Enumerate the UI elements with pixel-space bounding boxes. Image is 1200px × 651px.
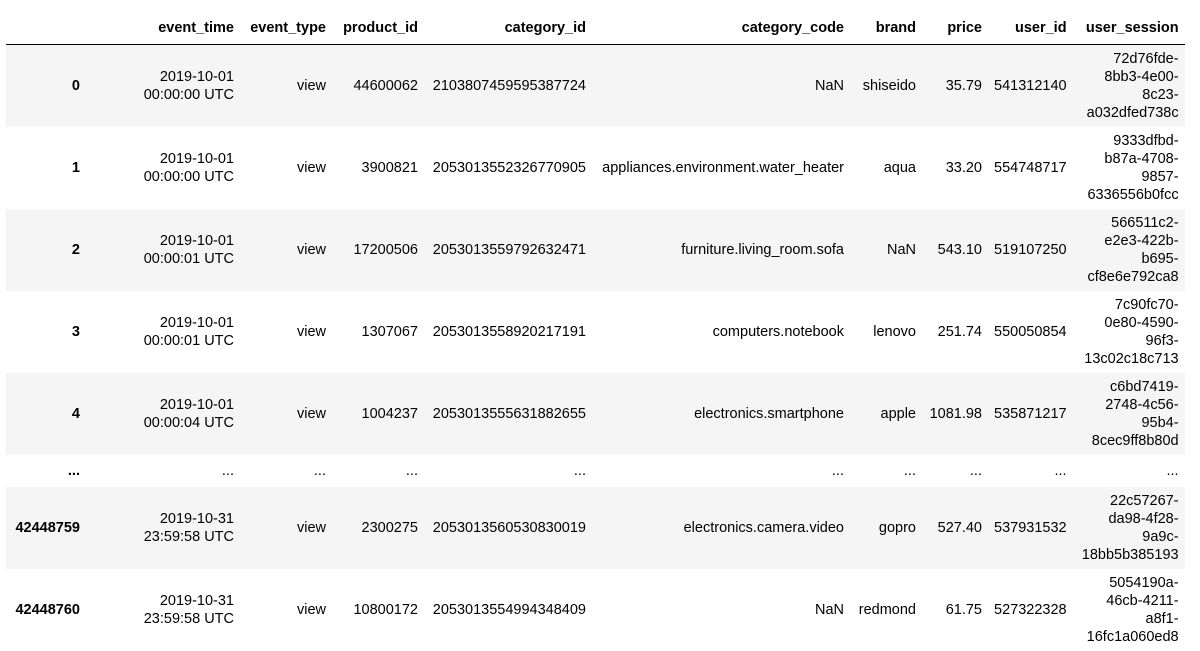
cell-line: 00:00:00 UTC (143, 86, 234, 103)
ellipsis-cell: ... (1054, 462, 1067, 479)
cell-category-id: 2053013558920217191 (432, 323, 586, 340)
cell-user-id: 519107250 (994, 241, 1067, 258)
table-row (6, 569, 1185, 651)
cell-line: b87a-4708- (1104, 150, 1179, 167)
cell-line: da98-4f28- (1108, 510, 1179, 527)
cell-line: 23:59:58 UTC (143, 610, 234, 627)
ellipsis-cell: ... (313, 462, 326, 479)
row-index: 0 (71, 77, 80, 94)
table-row (6, 209, 1185, 291)
cell-price: 251.74 (937, 323, 982, 340)
cell-line: 2019-10-31 (159, 592, 234, 609)
cell-line: 00:00:01 UTC (143, 332, 234, 349)
column-header-event-type: event_type (240, 0, 332, 45)
cell-brand: gopro (878, 519, 916, 536)
cell-line: b695- (1141, 250, 1179, 267)
cell-line: 8bb3-4e00- (1104, 68, 1179, 85)
table-row (6, 373, 1185, 455)
cell-line: 8cec9ff8b80d (1091, 432, 1179, 449)
cell-line: c6bd7419- (1110, 378, 1179, 395)
cell-user-id: 535871217 (994, 405, 1067, 422)
cell-user-id: 554748717 (994, 159, 1067, 176)
cell-price: 1081.98 (929, 405, 982, 422)
cell-category-code: electronics.camera.video (683, 519, 844, 536)
cell-event-time (86, 373, 240, 455)
dataframe-table (6, 0, 1185, 651)
cell-line: 8c23- (1142, 86, 1179, 103)
column-header-price: price (922, 0, 988, 45)
cell-user-session (1073, 569, 1185, 651)
cell-line: 0e80-4590- (1104, 314, 1179, 331)
cell-user-id: 537931532 (994, 519, 1067, 536)
ellipsis-cell: ... (573, 462, 586, 479)
column-header-brand: brand (850, 0, 922, 45)
cell-line: 9857- (1141, 168, 1179, 185)
cell-line: 2019-10-01 (159, 68, 234, 85)
ellipsis-cell: ... (969, 462, 982, 479)
cell-line: e2e3-422b- (1104, 232, 1179, 249)
cell-brand: NaN (886, 241, 916, 258)
cell-line: 6336556b0fcc (1087, 186, 1179, 203)
cell-product-id: 10800172 (353, 601, 418, 618)
cell-line: a8f1- (1145, 610, 1179, 627)
cell-event-time (86, 291, 240, 373)
cell-line: 9333dfbd- (1113, 132, 1179, 149)
cell-line: 2748-4c56- (1105, 396, 1179, 413)
cell-brand: redmond (858, 601, 916, 618)
ellipsis-row (6, 455, 1185, 487)
cell-brand: lenovo (873, 323, 916, 340)
cell-event-type: view (296, 241, 326, 258)
ellipsis-cell: ... (903, 462, 916, 479)
cell-event-type: view (296, 601, 326, 618)
cell-line: 2019-10-01 (159, 396, 234, 413)
ellipsis-index: ... (67, 462, 80, 479)
cell-price: 61.75 (945, 601, 982, 618)
table-header (6, 0, 1185, 45)
cell-user-session (1073, 373, 1185, 455)
table-row (6, 291, 1185, 373)
row-index: 2 (71, 241, 80, 258)
column-header-category-id: category_id (424, 0, 592, 45)
cell-category-id: 2103807459595387724 (432, 77, 586, 94)
cell-event-type: view (296, 405, 326, 422)
column-header-user-session: user_session (1073, 0, 1185, 45)
cell-event-time (86, 487, 240, 569)
cell-brand: aqua (883, 159, 916, 176)
cell-line: 2019-10-31 (159, 510, 234, 527)
cell-user-session (1073, 45, 1185, 127)
cell-line: 566511c2- (1111, 214, 1179, 231)
ellipsis-cell: ... (405, 462, 418, 479)
row-index: 1 (71, 159, 80, 176)
cell-line: 16fc1a060ed8 (1086, 628, 1179, 645)
column-header-user-id: user_id (988, 0, 1073, 45)
cell-event-time (86, 127, 240, 209)
cell-category-code: electronics.smartphone (694, 405, 844, 422)
cell-event-type: view (296, 77, 326, 94)
cell-line: 46cb-4211- (1106, 592, 1179, 609)
row-index: 42448759 (15, 519, 80, 536)
cell-brand: apple (880, 405, 916, 422)
cell-category-id: 2053013555631882655 (432, 405, 586, 422)
cell-line: 5054190a- (1109, 574, 1179, 591)
cell-category-id: 2053013552326770905 (432, 159, 586, 176)
cell-category-code: computers.notebook (712, 323, 844, 340)
table-row (6, 487, 1185, 569)
cell-brand: shiseido (862, 77, 916, 94)
column-header-index (6, 0, 86, 45)
cell-price: 527.40 (937, 519, 982, 536)
cell-user-id: 527322328 (994, 601, 1067, 618)
cell-category-id: 2053013560530830019 (432, 519, 586, 536)
ellipsis-cell: ... (831, 462, 844, 479)
row-index: 4 (71, 405, 80, 422)
cell-line: 18bb5b385193 (1081, 546, 1179, 563)
row-index: 42448760 (15, 601, 80, 618)
cell-line: 00:00:00 UTC (143, 168, 234, 185)
cell-line: 2019-10-01 (159, 232, 234, 249)
cell-line: 95b4- (1141, 414, 1179, 431)
cell-product-id: 44600062 (353, 77, 418, 94)
cell-line: 72d76fde- (1113, 50, 1179, 67)
cell-line: 00:00:04 UTC (143, 414, 234, 431)
cell-product-id: 3900821 (361, 159, 418, 176)
ellipsis-cell: ... (221, 462, 234, 479)
table-row (6, 45, 1185, 127)
cell-line: cf8e6e792ca8 (1087, 268, 1179, 285)
cell-line: 7c90fc70- (1114, 296, 1179, 313)
cell-line: 2019-10-01 (159, 150, 234, 167)
cell-user-id: 550050854 (994, 323, 1067, 340)
cell-event-type: view (296, 323, 326, 340)
cell-category-code: NaN (814, 77, 844, 94)
cell-product-id: 1307067 (361, 323, 418, 340)
column-header-product-id: product_id (332, 0, 424, 45)
cell-product-id: 1004237 (361, 405, 418, 422)
cell-line: 9a9c- (1142, 528, 1179, 545)
cell-category-id: 2053013554994348409 (432, 601, 586, 618)
cell-event-type: view (296, 519, 326, 536)
cell-line: 2019-10-01 (159, 314, 234, 331)
cell-event-type: view (296, 159, 326, 176)
cell-event-time (86, 209, 240, 291)
cell-user-session (1073, 127, 1185, 209)
table-body (6, 45, 1185, 651)
cell-product-id: 2300275 (361, 519, 418, 536)
cell-category-code: furniture.living_room.sofa (681, 241, 844, 258)
cell-line: 13c02c18c713 (1084, 350, 1179, 367)
column-header-event-time: event_time (86, 0, 240, 45)
row-index: 3 (71, 323, 80, 340)
cell-line: a032dfed738c (1086, 104, 1179, 121)
cell-product-id: 17200506 (353, 241, 418, 258)
cell-user-session (1073, 487, 1185, 569)
cell-category-code: appliances.environment.water_heater (602, 159, 844, 176)
cell-category-code: NaN (814, 601, 844, 618)
ellipsis-cell: ... (1166, 462, 1179, 479)
cell-price: 33.20 (945, 159, 982, 176)
cell-category-id: 2053013559792632471 (432, 241, 586, 258)
table-row (6, 127, 1185, 209)
cell-line: 00:00:01 UTC (143, 250, 234, 267)
cell-user-id: 541312140 (994, 77, 1067, 94)
cell-price: 543.10 (937, 241, 982, 258)
header-row (6, 0, 1185, 45)
column-header-category-code: category_code (592, 0, 850, 45)
cell-user-session (1073, 209, 1185, 291)
cell-line: 22c57267- (1110, 492, 1179, 509)
cell-user-session (1073, 291, 1185, 373)
cell-line: 23:59:58 UTC (143, 528, 234, 545)
cell-event-time (86, 569, 240, 651)
cell-event-time (86, 45, 240, 127)
cell-price: 35.79 (945, 77, 982, 94)
cell-line: 96f3- (1145, 332, 1179, 349)
